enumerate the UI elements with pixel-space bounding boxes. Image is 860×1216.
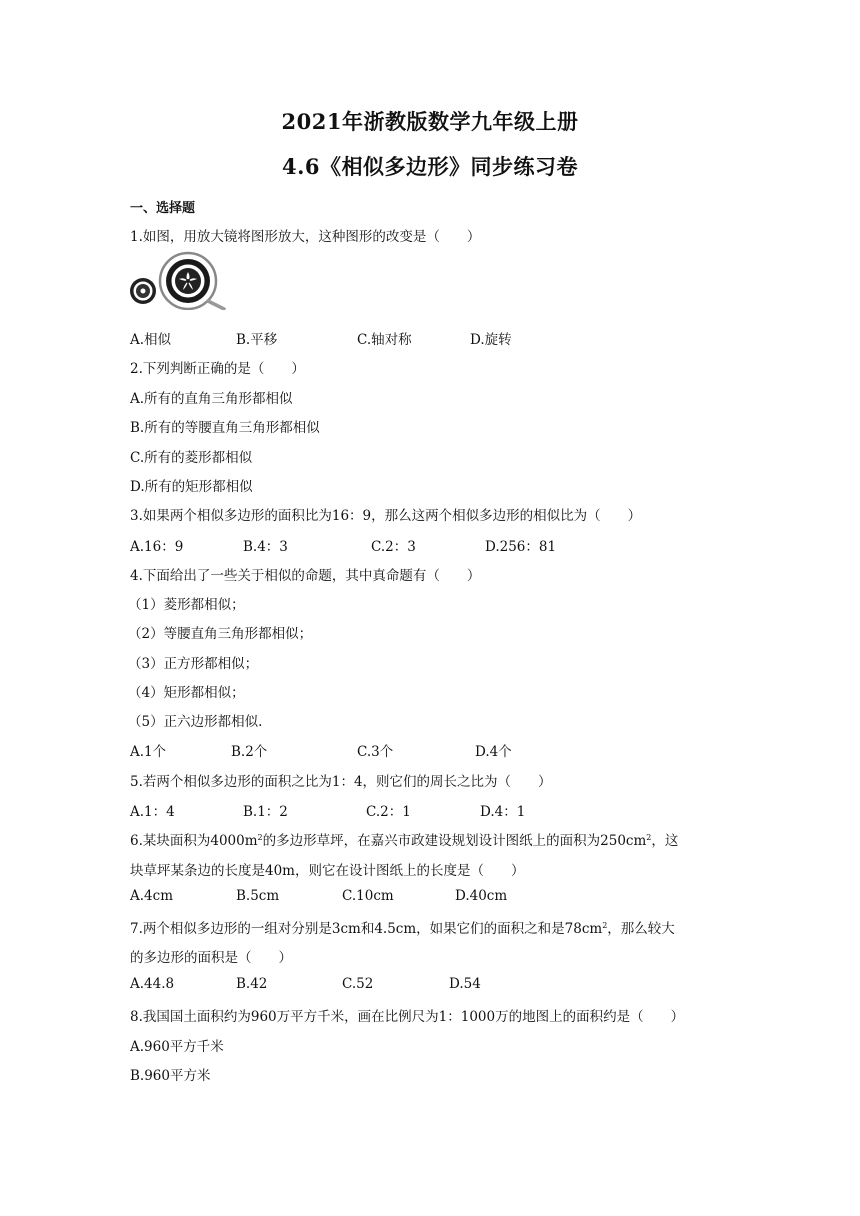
q2-option-d[interactable]: D.所有的矩形都相似 <box>130 479 253 495</box>
q3-option-c[interactable]: C.2：3 <box>371 539 416 555</box>
q4-proposition-1: （1）菱形都相似； <box>128 597 245 613</box>
q5-option-c[interactable]: C.2：1 <box>366 804 411 820</box>
question-3-stem: 3.如果两个相似多边形的面积比为16：9，那么这两个相似多边形的相似比为（ ） <box>130 508 642 524</box>
q6-superscript-2: 2 <box>646 833 652 842</box>
q6-option-b[interactable]: B.5cm <box>236 888 280 904</box>
q6-stem-part-b: 的多边形草坪，在嘉兴市政建设规划设计图纸上的面积为250cm <box>262 833 647 849</box>
q8-option-a[interactable]: A.960平方千米 <box>130 1039 224 1055</box>
q2-option-c[interactable]: C.所有的菱形都相似 <box>130 450 253 466</box>
q5-option-b[interactable]: B.1：2 <box>243 804 288 820</box>
document-subtitle: 4.6《相似多边形》同步练习卷 <box>281 154 579 179</box>
q3-option-a[interactable]: A.16：9 <box>130 539 184 555</box>
question-7-stem-line2: 的多边形的面积是（ ） <box>130 950 292 966</box>
q2-option-b[interactable]: B.所有的等腰直角三角形都相似 <box>130 420 320 436</box>
q7-option-a[interactable]: A.44.8 <box>130 976 175 992</box>
q7-option-b[interactable]: B.42 <box>236 976 268 992</box>
q2-option-a[interactable]: A.所有的直角三角形都相似 <box>130 391 293 407</box>
q4-proposition-3: （3）正方形都相似； <box>128 656 259 672</box>
document-title: 2021年浙教版数学九年级上册 <box>281 109 579 134</box>
q6-stem-part-a: 6.某块面积为4000m <box>130 833 258 849</box>
question-4-stem: 4.下面给出了一些关于相似的命题，其中真命题有（ ） <box>130 568 481 584</box>
q6-option-d[interactable]: D.40cm <box>455 888 508 904</box>
q1-option-d[interactable]: D.旋转 <box>470 332 512 348</box>
magnifying-glass-icon <box>160 253 224 309</box>
q4-proposition-2: （2）等腰直角三角形都相似； <box>128 626 313 642</box>
q4-proposition-4: （4）矩形都相似； <box>128 685 245 701</box>
question-6-stem-line2: 块草坪某条边的长度是40m，则它在设计图纸上的长度是（ ） <box>130 863 525 879</box>
q5-option-a[interactable]: A.1：4 <box>130 804 175 820</box>
question-2-stem: 2.下列判断正确的是（ ） <box>130 361 305 377</box>
q6-superscript-1: 2 <box>257 833 263 842</box>
q3-option-b[interactable]: B.4：3 <box>243 539 288 555</box>
q7-option-c[interactable]: C.52 <box>342 976 374 992</box>
question-1-stem: 1.如图，用放大镜将图形放大，这种图形的改变是（ ） <box>130 229 481 245</box>
q4-proposition-5: （5）正六边形都相似. <box>128 714 263 730</box>
q4-option-a[interactable]: A.1个 <box>130 744 167 760</box>
q1-option-a[interactable]: A.相似 <box>130 332 172 348</box>
q6-option-c[interactable]: C.10cm <box>342 888 394 904</box>
q6-option-a[interactable]: A.4cm <box>130 888 173 904</box>
q5-option-d[interactable]: D.4：1 <box>480 804 526 820</box>
small-emblem-icon <box>130 278 156 304</box>
q4-option-b[interactable]: B.2个 <box>231 744 268 760</box>
q7-stem-part-a: 7.两个相似多边形的一组对分别是3cm和4.5cm，如果它们的面积之和是78cm <box>130 921 603 937</box>
question-6-stem <box>130 829 678 849</box>
section-heading: 一、选择题 <box>130 201 196 216</box>
q1-option-b[interactable]: B.平移 <box>236 332 278 348</box>
q7-superscript: 2 <box>602 921 608 930</box>
question-7-stem <box>130 917 675 937</box>
q4-option-d[interactable]: D.4个 <box>475 744 512 760</box>
magnifier-figure <box>128 248 228 310</box>
q7-option-d[interactable]: D.54 <box>449 976 481 992</box>
q7-stem-part-b: ，那么较大 <box>607 921 675 937</box>
q4-option-c[interactable]: C.3个 <box>357 744 394 760</box>
q3-option-d[interactable]: D.256：81 <box>485 539 557 555</box>
q8-option-b[interactable]: B.960平方米 <box>130 1068 211 1084</box>
question-5-stem: 5.若两个相似多边形的面积之比为1：4，则它们的周长之比为（ ） <box>130 774 552 790</box>
question-8-stem: 8.我国国土面积约为960万平方千米，画在比例尺为1：1000万的地图上的面积约是（ ） <box>130 1009 685 1025</box>
q6-stem-part-c: ，这 <box>651 833 679 849</box>
q1-option-c[interactable]: C.轴对称 <box>357 332 412 348</box>
